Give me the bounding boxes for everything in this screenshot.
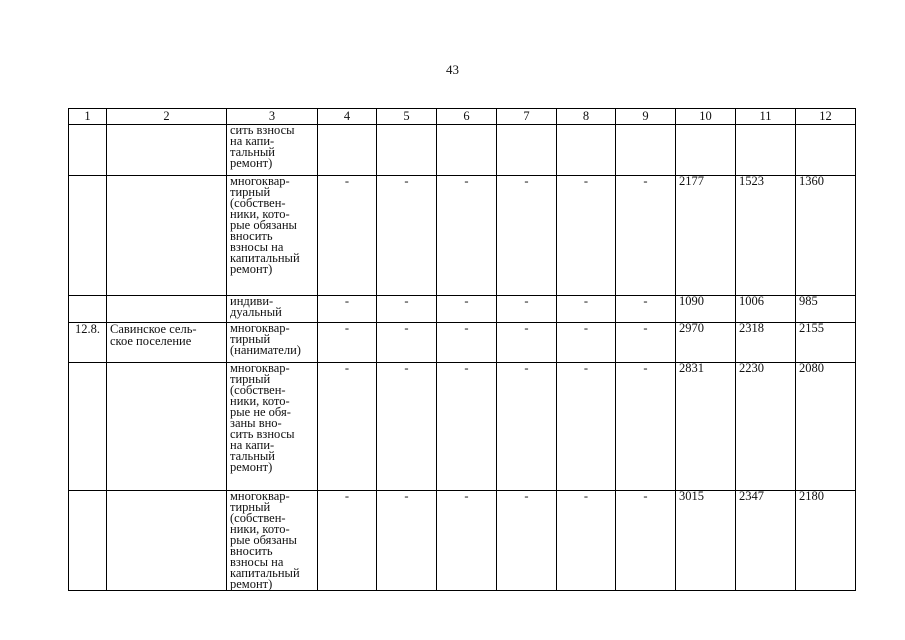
dash-cell: -: [377, 363, 437, 491]
dash-cell: -: [497, 491, 557, 591]
dash-cell: [557, 125, 616, 176]
column-header: 6: [437, 109, 497, 125]
column-header: 7: [497, 109, 557, 125]
column-header: 9: [616, 109, 676, 125]
dash-cell: -: [616, 176, 676, 296]
housing-type-cell: многоквар- тирный (собствен- ники, кото- рые обязаны вносить взносы на капитальный ремонт): [227, 491, 318, 591]
dash-cell: -: [497, 363, 557, 491]
dash-cell: -: [377, 296, 437, 323]
column-header: 12: [796, 109, 856, 125]
column-header: 8: [557, 109, 616, 125]
column-header: 4: [318, 109, 377, 125]
table-row: [69, 491, 856, 591]
housing-type-cell: многоквар- тирный (собствен- ники, кото- рые не обя- заны вно- сить взносы на капи- тальный ремонт): [227, 363, 318, 491]
housing-type-cell: индиви- дуальный: [227, 296, 318, 323]
row-number-cell: [69, 363, 107, 491]
dash-cell: -: [437, 296, 497, 323]
column-header: 10: [676, 109, 736, 125]
row-number-cell: [69, 125, 107, 176]
dash-cell: -: [377, 176, 437, 296]
dash-cell: -: [557, 323, 616, 363]
row-number-cell: 12.8.: [69, 323, 107, 363]
dash-cell: -: [318, 176, 377, 296]
dash-cell: [616, 125, 676, 176]
column-header: 5: [377, 109, 437, 125]
value-cell: [676, 125, 736, 176]
dash-cell: -: [318, 296, 377, 323]
settlement-name-cell: Савинское сель- ское поселение: [107, 323, 227, 363]
dash-cell: -: [318, 363, 377, 491]
value-cell: [796, 125, 856, 176]
dash-cell: -: [437, 363, 497, 491]
dash-cell: -: [377, 491, 437, 591]
dash-cell: -: [557, 296, 616, 323]
dash-cell: -: [318, 323, 377, 363]
column-header: 1: [69, 109, 107, 125]
settlement-name-cell: [107, 176, 227, 296]
value-cell: 2230: [736, 363, 796, 491]
value-cell: 1360: [796, 176, 856, 296]
dash-cell: -: [497, 323, 557, 363]
tariff-table: [68, 108, 856, 591]
dash-cell: [318, 125, 377, 176]
value-cell: 2831: [676, 363, 736, 491]
value-cell: 2347: [736, 491, 796, 591]
dash-cell: -: [377, 323, 437, 363]
dash-cell: [437, 125, 497, 176]
housing-type-cell: многоквар- тирный (наниматели): [227, 323, 318, 363]
value-cell: 985: [796, 296, 856, 323]
dash-cell: -: [616, 323, 676, 363]
dash-cell: -: [437, 176, 497, 296]
dash-cell: -: [497, 176, 557, 296]
housing-type-cell: многоквар- тирный (собствен- ники, кото- рые обязаны вносить взносы на капитальный ремонт): [227, 176, 318, 296]
value-cell: 2180: [796, 491, 856, 591]
value-cell: 1006: [736, 296, 796, 323]
value-cell: 3015: [676, 491, 736, 591]
value-cell: 2318: [736, 323, 796, 363]
row-number-cell: [69, 296, 107, 323]
value-cell: 1090: [676, 296, 736, 323]
dash-cell: -: [437, 323, 497, 363]
value-cell: 2970: [676, 323, 736, 363]
column-header: 11: [736, 109, 796, 125]
settlement-name-cell: [107, 125, 227, 176]
dash-cell: -: [557, 176, 616, 296]
table-row: [69, 323, 856, 363]
settlement-name-cell: [107, 363, 227, 491]
dash-cell: -: [616, 296, 676, 323]
dash-cell: [497, 125, 557, 176]
value-cell: [736, 125, 796, 176]
dash-cell: -: [318, 491, 377, 591]
table-row: [69, 296, 856, 323]
dash-cell: -: [557, 491, 616, 591]
table-row: [69, 125, 856, 176]
dash-cell: -: [497, 296, 557, 323]
page-number: 43: [446, 62, 459, 77]
value-cell: 2080: [796, 363, 856, 491]
table-row: [69, 363, 856, 491]
housing-type-cell: сить взносы на капи- тальный ремонт): [227, 125, 318, 176]
value-cell: 2177: [676, 176, 736, 296]
dash-cell: -: [616, 363, 676, 491]
row-number-cell: [69, 176, 107, 296]
dash-cell: -: [557, 363, 616, 491]
settlement-name-cell: [107, 296, 227, 323]
dash-cell: -: [616, 491, 676, 591]
settlement-name-cell: [107, 491, 227, 591]
value-cell: 2155: [796, 323, 856, 363]
row-number-cell: [69, 491, 107, 591]
table-row: [69, 176, 856, 296]
column-header: 2: [107, 109, 227, 125]
value-cell: 1523: [736, 176, 796, 296]
header-row: [69, 109, 856, 125]
dash-cell: -: [437, 491, 497, 591]
dash-cell: [377, 125, 437, 176]
column-header: 3: [227, 109, 318, 125]
